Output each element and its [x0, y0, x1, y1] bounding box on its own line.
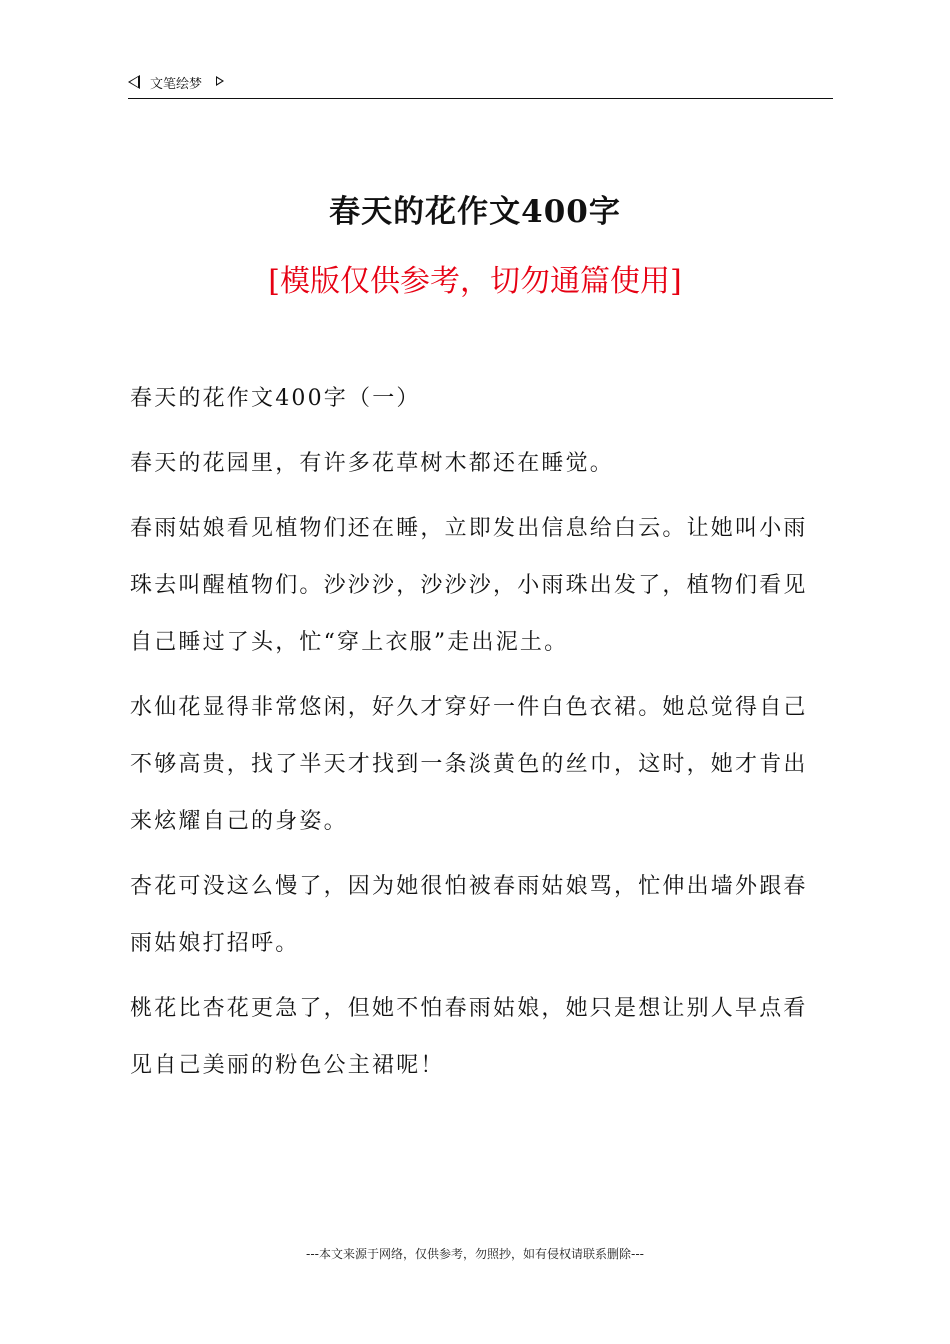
- document-body: [130, 370, 820, 1102]
- header-brand: 文笔绘梦: [150, 77, 203, 92]
- paragraph: 桃花比杏花更急了，但她不怕春雨姑娘，她只是想让别人早点看见自己美丽的粉色公主裙呢！: [130, 996, 808, 1078]
- paragraph: 春雨姑娘看见植物们还在睡，立即发出信息给白云。让她叫小雨珠去叫醒植物们。沙沙沙，沙沙沙，小雨珠出发了，植物们看见自己睡过了头，忙“穿上衣服”走出泥土。: [130, 516, 808, 655]
- paragraph: 水仙花显得非常悠闲，好久才穿好一件白色衣裙。她总觉得自己不够高贵，找了半天才找到一条淡黄色的丝巾，这时，她才肯出来炫耀自己的身姿。: [130, 695, 808, 834]
- template-notice: [模版仅供参考，切勿通篇使用]: [268, 264, 682, 299]
- paragraph: 春天的花园里，有许多花草树木都还在睡觉。: [130, 451, 615, 476]
- page-header: [128, 72, 833, 99]
- section-heading: 春天的花作文400字（一）: [130, 386, 421, 411]
- paragraph: 杏花可没这么慢了，因为她很怕被春雨姑娘骂，忙伸出墙外跟春雨姑娘打招呼。: [130, 874, 808, 956]
- footer-disclaimer: ---本文来源于网络，仅供参考，勿照抄，如有侵权请联系删除---: [306, 1247, 644, 1261]
- left-triangle-icon: [128, 75, 140, 89]
- right-triangle-icon: [216, 76, 224, 86]
- document-title: 春天的花作文400字: [329, 194, 621, 230]
